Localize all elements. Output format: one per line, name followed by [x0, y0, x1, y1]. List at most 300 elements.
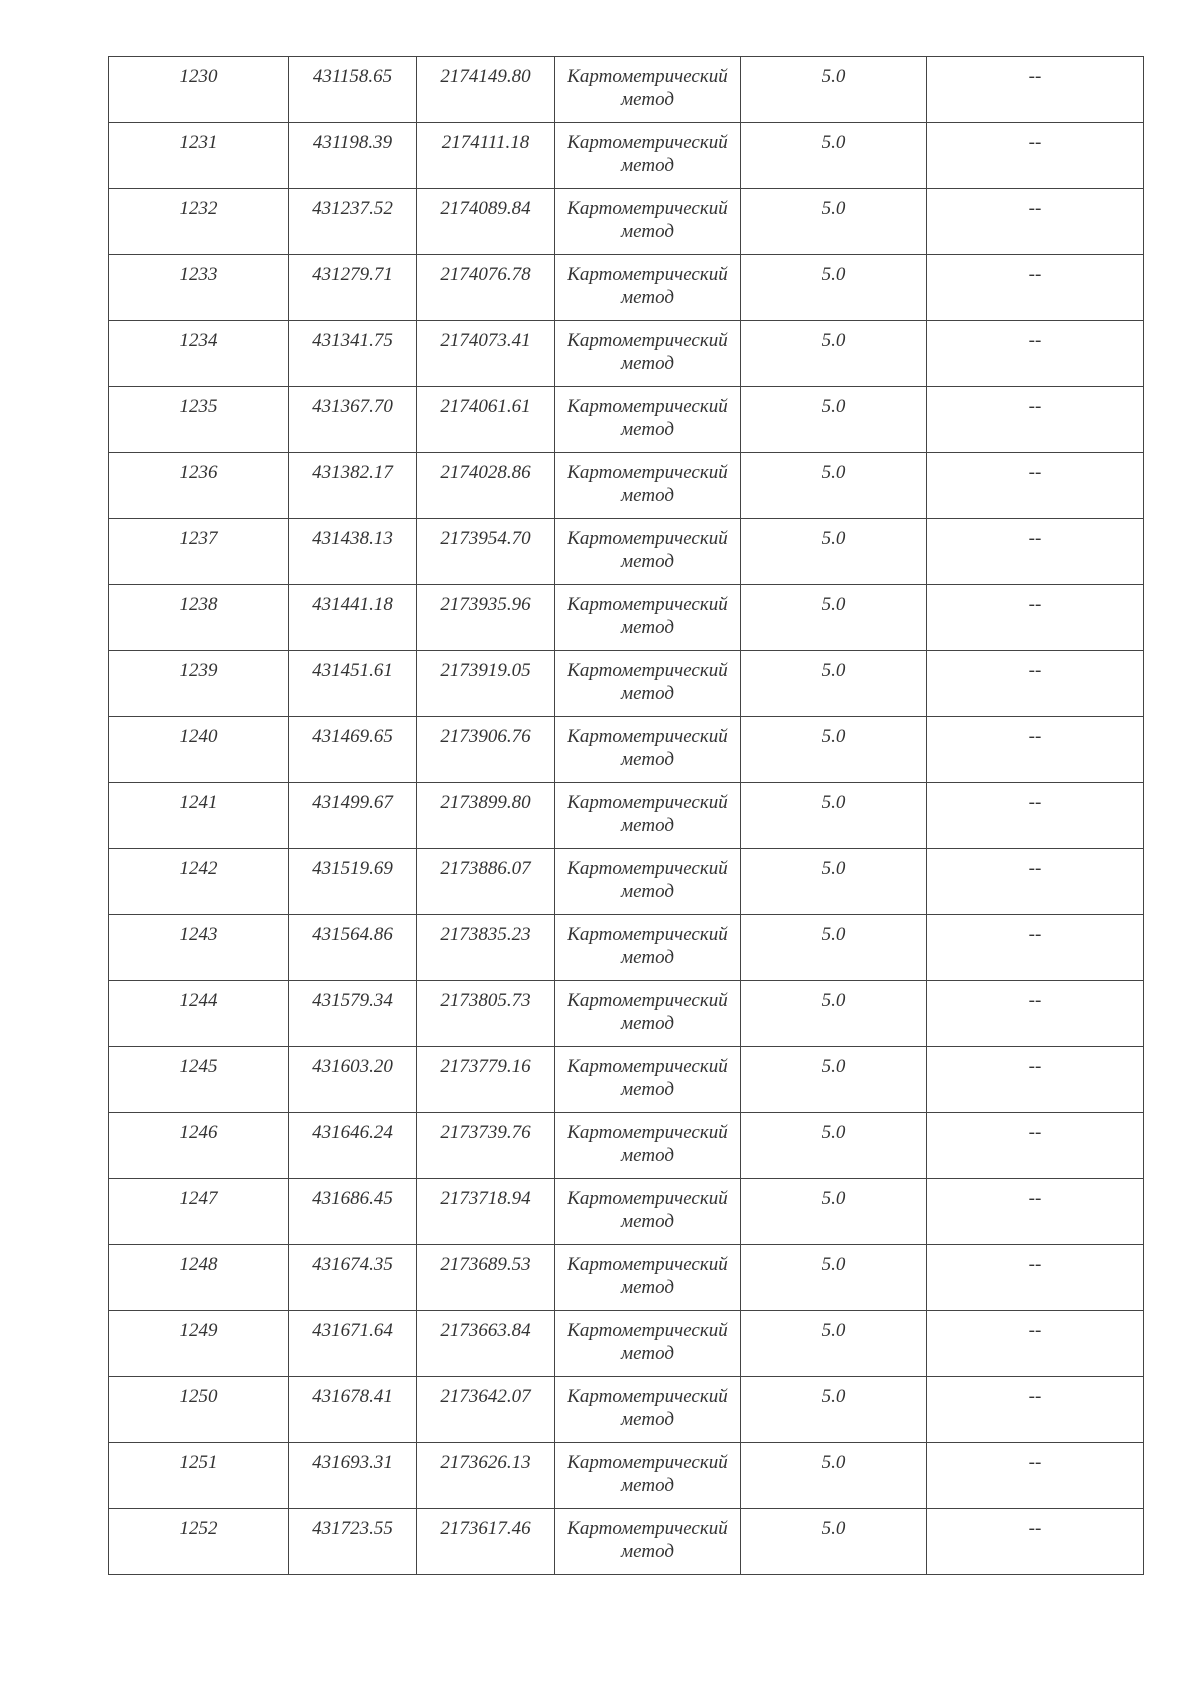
- note-cell: [927, 915, 1144, 981]
- method-cell: [555, 123, 741, 189]
- y-coordinate-cell: [417, 849, 555, 915]
- point-number-cell: [109, 1113, 289, 1179]
- x-coordinate-cell-text: 431158.65: [312, 66, 393, 87]
- note-cell-text: --: [1028, 132, 1042, 153]
- point-number-cell: [109, 1179, 289, 1245]
- accuracy-cell: [741, 717, 927, 783]
- y-coordinate-cell-text: 2173779.16: [440, 1056, 531, 1077]
- method-cell-text: Картометрический метод: [567, 1320, 728, 1364]
- x-coordinate-cell-text: 431341.75: [312, 330, 393, 351]
- y-coordinate-cell-text: 2173886.07: [440, 858, 531, 879]
- point-number-cell-text: 1239: [179, 660, 218, 681]
- method-cell-text: Картометрический метод: [567, 1452, 728, 1496]
- method-cell: [555, 519, 741, 585]
- method-cell: [555, 189, 741, 255]
- note-cell: [927, 321, 1144, 387]
- y-coordinate-cell-text: 2173835.23: [440, 924, 531, 945]
- x-coordinate-cell: [289, 123, 417, 189]
- note-cell: [927, 1377, 1144, 1443]
- point-number-cell-text: 1252: [179, 1518, 218, 1539]
- note-cell: [927, 1245, 1144, 1311]
- method-cell-text: Картометрический метод: [567, 792, 728, 836]
- x-coordinate-cell: [289, 1509, 417, 1575]
- x-coordinate-cell: [289, 717, 417, 783]
- point-number-cell: [109, 1443, 289, 1509]
- accuracy-cell: [741, 453, 927, 519]
- accuracy-cell: [741, 1245, 927, 1311]
- x-coordinate-cell-text: 431438.13: [312, 528, 393, 549]
- accuracy-cell: [741, 1113, 927, 1179]
- note-cell: [927, 1443, 1144, 1509]
- note-cell-text: --: [1028, 264, 1042, 285]
- accuracy-cell-text: 5.0: [821, 726, 846, 747]
- accuracy-cell-text: 5.0: [821, 66, 846, 87]
- table-row: [109, 783, 1144, 849]
- accuracy-cell-text: 5.0: [821, 858, 846, 879]
- x-coordinate-cell-text: 431678.41: [312, 1386, 393, 1407]
- x-coordinate-cell: [289, 57, 417, 123]
- note-cell: [927, 1311, 1144, 1377]
- x-coordinate-cell-text: 431674.35: [312, 1254, 393, 1275]
- y-coordinate-cell-text: 2173663.84: [440, 1320, 531, 1341]
- point-number-cell: [109, 981, 289, 1047]
- y-coordinate-cell-text: 2173689.53: [440, 1254, 531, 1275]
- table-row: [109, 189, 1144, 255]
- point-number-cell-text: 1240: [179, 726, 218, 747]
- point-number-cell: [109, 123, 289, 189]
- point-number-cell: [109, 1245, 289, 1311]
- point-number-cell-text: 1247: [179, 1188, 218, 1209]
- y-coordinate-cell-text: 2173718.94: [440, 1188, 531, 1209]
- x-coordinate-cell: [289, 1245, 417, 1311]
- y-coordinate-cell: [417, 1047, 555, 1113]
- x-coordinate-cell: [289, 453, 417, 519]
- accuracy-cell-text: 5.0: [821, 1056, 846, 1077]
- note-cell: [927, 783, 1144, 849]
- point-number-cell-text: 1243: [179, 924, 218, 945]
- x-coordinate-cell: [289, 981, 417, 1047]
- method-cell: [555, 321, 741, 387]
- y-coordinate-cell-text: 2173739.76: [440, 1122, 531, 1143]
- accuracy-cell: [741, 519, 927, 585]
- method-cell-text: Картометрический метод: [567, 396, 728, 440]
- x-coordinate-cell: [289, 1047, 417, 1113]
- y-coordinate-cell: [417, 1113, 555, 1179]
- point-number-cell: [109, 387, 289, 453]
- y-coordinate-cell: [417, 1509, 555, 1575]
- note-cell: [927, 453, 1144, 519]
- table-row: [109, 1443, 1144, 1509]
- y-coordinate-cell: [417, 1179, 555, 1245]
- note-cell-text: --: [1028, 462, 1042, 483]
- x-coordinate-cell: [289, 321, 417, 387]
- point-number-cell: [109, 717, 289, 783]
- point-number-cell: [109, 57, 289, 123]
- method-cell: [555, 255, 741, 321]
- note-cell: [927, 387, 1144, 453]
- x-coordinate-cell-text: 431382.17: [312, 462, 393, 483]
- note-cell-text: --: [1028, 660, 1042, 681]
- point-number-cell: [109, 915, 289, 981]
- note-cell-text: --: [1028, 924, 1042, 945]
- x-coordinate-cell: [289, 1377, 417, 1443]
- note-cell-text: --: [1028, 858, 1042, 879]
- accuracy-cell-text: 5.0: [821, 330, 846, 351]
- point-number-cell-text: 1237: [179, 528, 218, 549]
- point-number-cell: [109, 849, 289, 915]
- y-coordinate-cell: [417, 453, 555, 519]
- accuracy-cell-text: 5.0: [821, 1254, 846, 1275]
- x-coordinate-cell: [289, 915, 417, 981]
- note-cell: [927, 651, 1144, 717]
- method-cell: [555, 1509, 741, 1575]
- accuracy-cell: [741, 255, 927, 321]
- table-row: [109, 1245, 1144, 1311]
- x-coordinate-cell-text: 431564.86: [312, 924, 393, 945]
- note-cell: [927, 189, 1144, 255]
- method-cell: [555, 585, 741, 651]
- point-number-cell: [109, 1377, 289, 1443]
- coordinates-table: [108, 56, 1144, 1575]
- point-number-cell-text: 1231: [179, 132, 218, 153]
- method-cell: [555, 915, 741, 981]
- table-row: [109, 915, 1144, 981]
- table-row: [109, 123, 1144, 189]
- note-cell-text: --: [1028, 792, 1042, 813]
- table-row: [109, 519, 1144, 585]
- note-cell: [927, 1509, 1144, 1575]
- accuracy-cell: [741, 387, 927, 453]
- point-number-cell-text: 1232: [179, 198, 218, 219]
- method-cell-text: Картометрический метод: [567, 330, 728, 374]
- note-cell-text: --: [1028, 1056, 1042, 1077]
- accuracy-cell-text: 5.0: [821, 1320, 846, 1341]
- y-coordinate-cell: [417, 651, 555, 717]
- y-coordinate-cell-text: 2173954.70: [440, 528, 531, 549]
- table-row: [109, 1311, 1144, 1377]
- method-cell-text: Картометрический метод: [567, 528, 728, 572]
- x-coordinate-cell: [289, 849, 417, 915]
- point-number-cell-text: 1251: [179, 1452, 218, 1473]
- x-coordinate-cell: [289, 1113, 417, 1179]
- accuracy-cell-text: 5.0: [821, 1452, 846, 1473]
- y-coordinate-cell-text: 2173899.80: [440, 792, 531, 813]
- point-number-cell-text: 1236: [179, 462, 218, 483]
- method-cell: [555, 1311, 741, 1377]
- y-coordinate-cell: [417, 1377, 555, 1443]
- method-cell-text: Картометрический метод: [567, 462, 728, 506]
- accuracy-cell: [741, 849, 927, 915]
- y-coordinate-cell: [417, 189, 555, 255]
- method-cell-text: Картометрический метод: [567, 264, 728, 308]
- table-row: [109, 651, 1144, 717]
- point-number-cell-text: 1230: [179, 66, 218, 87]
- y-coordinate-cell: [417, 915, 555, 981]
- y-coordinate-cell: [417, 255, 555, 321]
- method-cell: [555, 717, 741, 783]
- note-cell-text: --: [1028, 528, 1042, 549]
- method-cell-text: Картометрический метод: [567, 1518, 728, 1562]
- accuracy-cell-text: 5.0: [821, 264, 846, 285]
- x-coordinate-cell: [289, 387, 417, 453]
- point-number-cell-text: 1234: [179, 330, 218, 351]
- point-number-cell: [109, 321, 289, 387]
- method-cell-text: Картометрический метод: [567, 1056, 728, 1100]
- note-cell-text: --: [1028, 1254, 1042, 1275]
- note-cell-text: --: [1028, 1386, 1042, 1407]
- method-cell-text: Картометрический метод: [567, 1188, 728, 1232]
- y-coordinate-cell-text: 2174028.86: [440, 462, 531, 483]
- note-cell-text: --: [1028, 396, 1042, 417]
- note-cell-text: --: [1028, 1518, 1042, 1539]
- method-cell-text: Картометрический метод: [567, 924, 728, 968]
- x-coordinate-cell: [289, 783, 417, 849]
- note-cell-text: --: [1028, 594, 1042, 615]
- y-coordinate-cell: [417, 1311, 555, 1377]
- method-cell: [555, 651, 741, 717]
- point-number-cell: [109, 585, 289, 651]
- x-coordinate-cell-text: 431441.18: [312, 594, 393, 615]
- x-coordinate-cell: [289, 255, 417, 321]
- y-coordinate-cell: [417, 123, 555, 189]
- point-number-cell-text: 1245: [179, 1056, 218, 1077]
- y-coordinate-cell-text: 2174149.80: [440, 66, 531, 87]
- x-coordinate-cell-text: 431579.34: [312, 990, 393, 1011]
- y-coordinate-cell-text: 2174073.41: [440, 330, 531, 351]
- method-cell-text: Картометрический метод: [567, 1386, 728, 1430]
- method-cell-text: Картометрический метод: [567, 660, 728, 704]
- accuracy-cell: [741, 1047, 927, 1113]
- point-number-cell-text: 1250: [179, 1386, 218, 1407]
- y-coordinate-cell: [417, 981, 555, 1047]
- method-cell-text: Картометрический метод: [567, 1122, 728, 1166]
- note-cell-text: --: [1028, 198, 1042, 219]
- note-cell: [927, 255, 1144, 321]
- accuracy-cell: [741, 915, 927, 981]
- x-coordinate-cell-text: 431603.20: [312, 1056, 393, 1077]
- y-coordinate-cell-text: 2174061.61: [440, 396, 531, 417]
- note-cell-text: --: [1028, 990, 1042, 1011]
- table-row: [109, 1179, 1144, 1245]
- method-cell-text: Картометрический метод: [567, 726, 728, 770]
- method-cell-text: Картометрический метод: [567, 132, 728, 176]
- note-cell: [927, 1113, 1144, 1179]
- x-coordinate-cell: [289, 1311, 417, 1377]
- table-row: [109, 849, 1144, 915]
- y-coordinate-cell-text: 2174089.84: [440, 198, 531, 219]
- table-row: [109, 453, 1144, 519]
- y-coordinate-cell-text: 2173617.46: [440, 1518, 531, 1539]
- method-cell: [555, 1047, 741, 1113]
- accuracy-cell-text: 5.0: [821, 1518, 846, 1539]
- point-number-cell: [109, 1311, 289, 1377]
- x-coordinate-cell: [289, 585, 417, 651]
- accuracy-cell-text: 5.0: [821, 198, 846, 219]
- note-cell: [927, 57, 1144, 123]
- accuracy-cell-text: 5.0: [821, 462, 846, 483]
- accuracy-cell-text: 5.0: [821, 528, 846, 549]
- table-row: [109, 1113, 1144, 1179]
- x-coordinate-cell-text: 431686.45: [312, 1188, 393, 1209]
- x-coordinate-cell-text: 431237.52: [312, 198, 393, 219]
- method-cell: [555, 783, 741, 849]
- x-coordinate-cell-text: 431693.31: [312, 1452, 393, 1473]
- x-coordinate-cell: [289, 189, 417, 255]
- point-number-cell: [109, 1509, 289, 1575]
- accuracy-cell: [741, 1443, 927, 1509]
- note-cell: [927, 1047, 1144, 1113]
- note-cell: [927, 585, 1144, 651]
- table-row: [109, 57, 1144, 123]
- y-coordinate-cell-text: 2173642.07: [440, 1386, 531, 1407]
- note-cell: [927, 849, 1144, 915]
- y-coordinate-cell: [417, 585, 555, 651]
- y-coordinate-cell: [417, 321, 555, 387]
- point-number-cell-text: 1246: [179, 1122, 218, 1143]
- y-coordinate-cell: [417, 387, 555, 453]
- accuracy-cell-text: 5.0: [821, 1386, 846, 1407]
- x-coordinate-cell-text: 431451.61: [312, 660, 393, 681]
- y-coordinate-cell: [417, 1443, 555, 1509]
- point-number-cell: [109, 255, 289, 321]
- table-row: [109, 717, 1144, 783]
- accuracy-cell: [741, 57, 927, 123]
- note-cell-text: --: [1028, 330, 1042, 351]
- accuracy-cell: [741, 1311, 927, 1377]
- accuracy-cell-text: 5.0: [821, 792, 846, 813]
- x-coordinate-cell-text: 431198.39: [312, 132, 393, 153]
- y-coordinate-cell: [417, 783, 555, 849]
- note-cell-text: --: [1028, 66, 1042, 87]
- note-cell: [927, 123, 1144, 189]
- point-number-cell: [109, 1047, 289, 1113]
- note-cell: [927, 981, 1144, 1047]
- method-cell: [555, 453, 741, 519]
- accuracy-cell: [741, 123, 927, 189]
- accuracy-cell: [741, 585, 927, 651]
- x-coordinate-cell-text: 431499.67: [312, 792, 393, 813]
- accuracy-cell-text: 5.0: [821, 1122, 846, 1143]
- method-cell-text: Картометрический метод: [567, 66, 728, 110]
- note-cell: [927, 519, 1144, 585]
- y-coordinate-cell: [417, 717, 555, 783]
- method-cell-text: Картометрический метод: [567, 1254, 728, 1298]
- x-coordinate-cell-text: 431469.65: [312, 726, 393, 747]
- x-coordinate-cell-text: 431723.55: [312, 1518, 393, 1539]
- accuracy-cell: [741, 783, 927, 849]
- x-coordinate-cell: [289, 651, 417, 717]
- point-number-cell-text: 1233: [179, 264, 218, 285]
- point-number-cell: [109, 651, 289, 717]
- accuracy-cell-text: 5.0: [821, 396, 846, 417]
- x-coordinate-cell: [289, 1179, 417, 1245]
- method-cell-text: Картометрический метод: [567, 990, 728, 1034]
- method-cell: [555, 1377, 741, 1443]
- x-coordinate-cell-text: 431279.71: [312, 264, 393, 285]
- accuracy-cell: [741, 981, 927, 1047]
- table-row: [109, 1047, 1144, 1113]
- note-cell-text: --: [1028, 1452, 1042, 1473]
- note-cell: [927, 717, 1144, 783]
- method-cell-text: Картометрический метод: [567, 594, 728, 638]
- accuracy-cell-text: 5.0: [821, 924, 846, 945]
- y-coordinate-cell-text: 2173805.73: [440, 990, 531, 1011]
- table-row: [109, 1509, 1144, 1575]
- accuracy-cell: [741, 189, 927, 255]
- method-cell: [555, 1179, 741, 1245]
- method-cell: [555, 57, 741, 123]
- point-number-cell-text: 1242: [179, 858, 218, 879]
- x-coordinate-cell-text: 431646.24: [312, 1122, 393, 1143]
- table-row: [109, 321, 1144, 387]
- method-cell: [555, 1245, 741, 1311]
- x-coordinate-cell: [289, 1443, 417, 1509]
- table-row: [109, 255, 1144, 321]
- accuracy-cell: [741, 1377, 927, 1443]
- method-cell-text: Картометрический метод: [567, 858, 728, 902]
- accuracy-cell: [741, 651, 927, 717]
- table-row: [109, 1377, 1144, 1443]
- accuracy-cell: [741, 1179, 927, 1245]
- method-cell: [555, 1443, 741, 1509]
- point-number-cell-text: 1248: [179, 1254, 218, 1275]
- y-coordinate-cell: [417, 57, 555, 123]
- method-cell: [555, 849, 741, 915]
- accuracy-cell-text: 5.0: [821, 1188, 846, 1209]
- x-coordinate-cell-text: 431519.69: [312, 858, 393, 879]
- y-coordinate-cell-text: 2174111.18: [441, 132, 530, 153]
- point-number-cell: [109, 783, 289, 849]
- x-coordinate-cell: [289, 519, 417, 585]
- y-coordinate-cell-text: 2173626.13: [440, 1452, 531, 1473]
- method-cell: [555, 981, 741, 1047]
- y-coordinate-cell-text: 2174076.78: [440, 264, 531, 285]
- coordinates-table-body: [109, 57, 1144, 1575]
- method-cell: [555, 1113, 741, 1179]
- table-row: [109, 981, 1144, 1047]
- point-number-cell-text: 1249: [179, 1320, 218, 1341]
- x-coordinate-cell-text: 431367.70: [312, 396, 393, 417]
- point-number-cell-text: 1241: [179, 792, 218, 813]
- point-number-cell: [109, 189, 289, 255]
- point-number-cell: [109, 519, 289, 585]
- table-row: [109, 387, 1144, 453]
- point-number-cell-text: 1238: [179, 594, 218, 615]
- method-cell-text: Картометрический метод: [567, 198, 728, 242]
- x-coordinate-cell-text: 431671.64: [312, 1320, 393, 1341]
- accuracy-cell-text: 5.0: [821, 132, 846, 153]
- y-coordinate-cell-text: 2173906.76: [440, 726, 531, 747]
- accuracy-cell-text: 5.0: [821, 660, 846, 681]
- note-cell-text: --: [1028, 1188, 1042, 1209]
- accuracy-cell-text: 5.0: [821, 990, 846, 1011]
- y-coordinate-cell: [417, 1245, 555, 1311]
- point-number-cell: [109, 453, 289, 519]
- point-number-cell-text: 1244: [179, 990, 218, 1011]
- note-cell-text: --: [1028, 1122, 1042, 1143]
- method-cell: [555, 387, 741, 453]
- accuracy-cell: [741, 321, 927, 387]
- note-cell-text: --: [1028, 1320, 1042, 1341]
- y-coordinate-cell-text: 2173935.96: [440, 594, 531, 615]
- y-coordinate-cell-text: 2173919.05: [440, 660, 531, 681]
- point-number-cell-text: 1235: [179, 396, 218, 417]
- table-row: [109, 585, 1144, 651]
- accuracy-cell-text: 5.0: [821, 594, 846, 615]
- y-coordinate-cell: [417, 519, 555, 585]
- note-cell: [927, 1179, 1144, 1245]
- accuracy-cell: [741, 1509, 927, 1575]
